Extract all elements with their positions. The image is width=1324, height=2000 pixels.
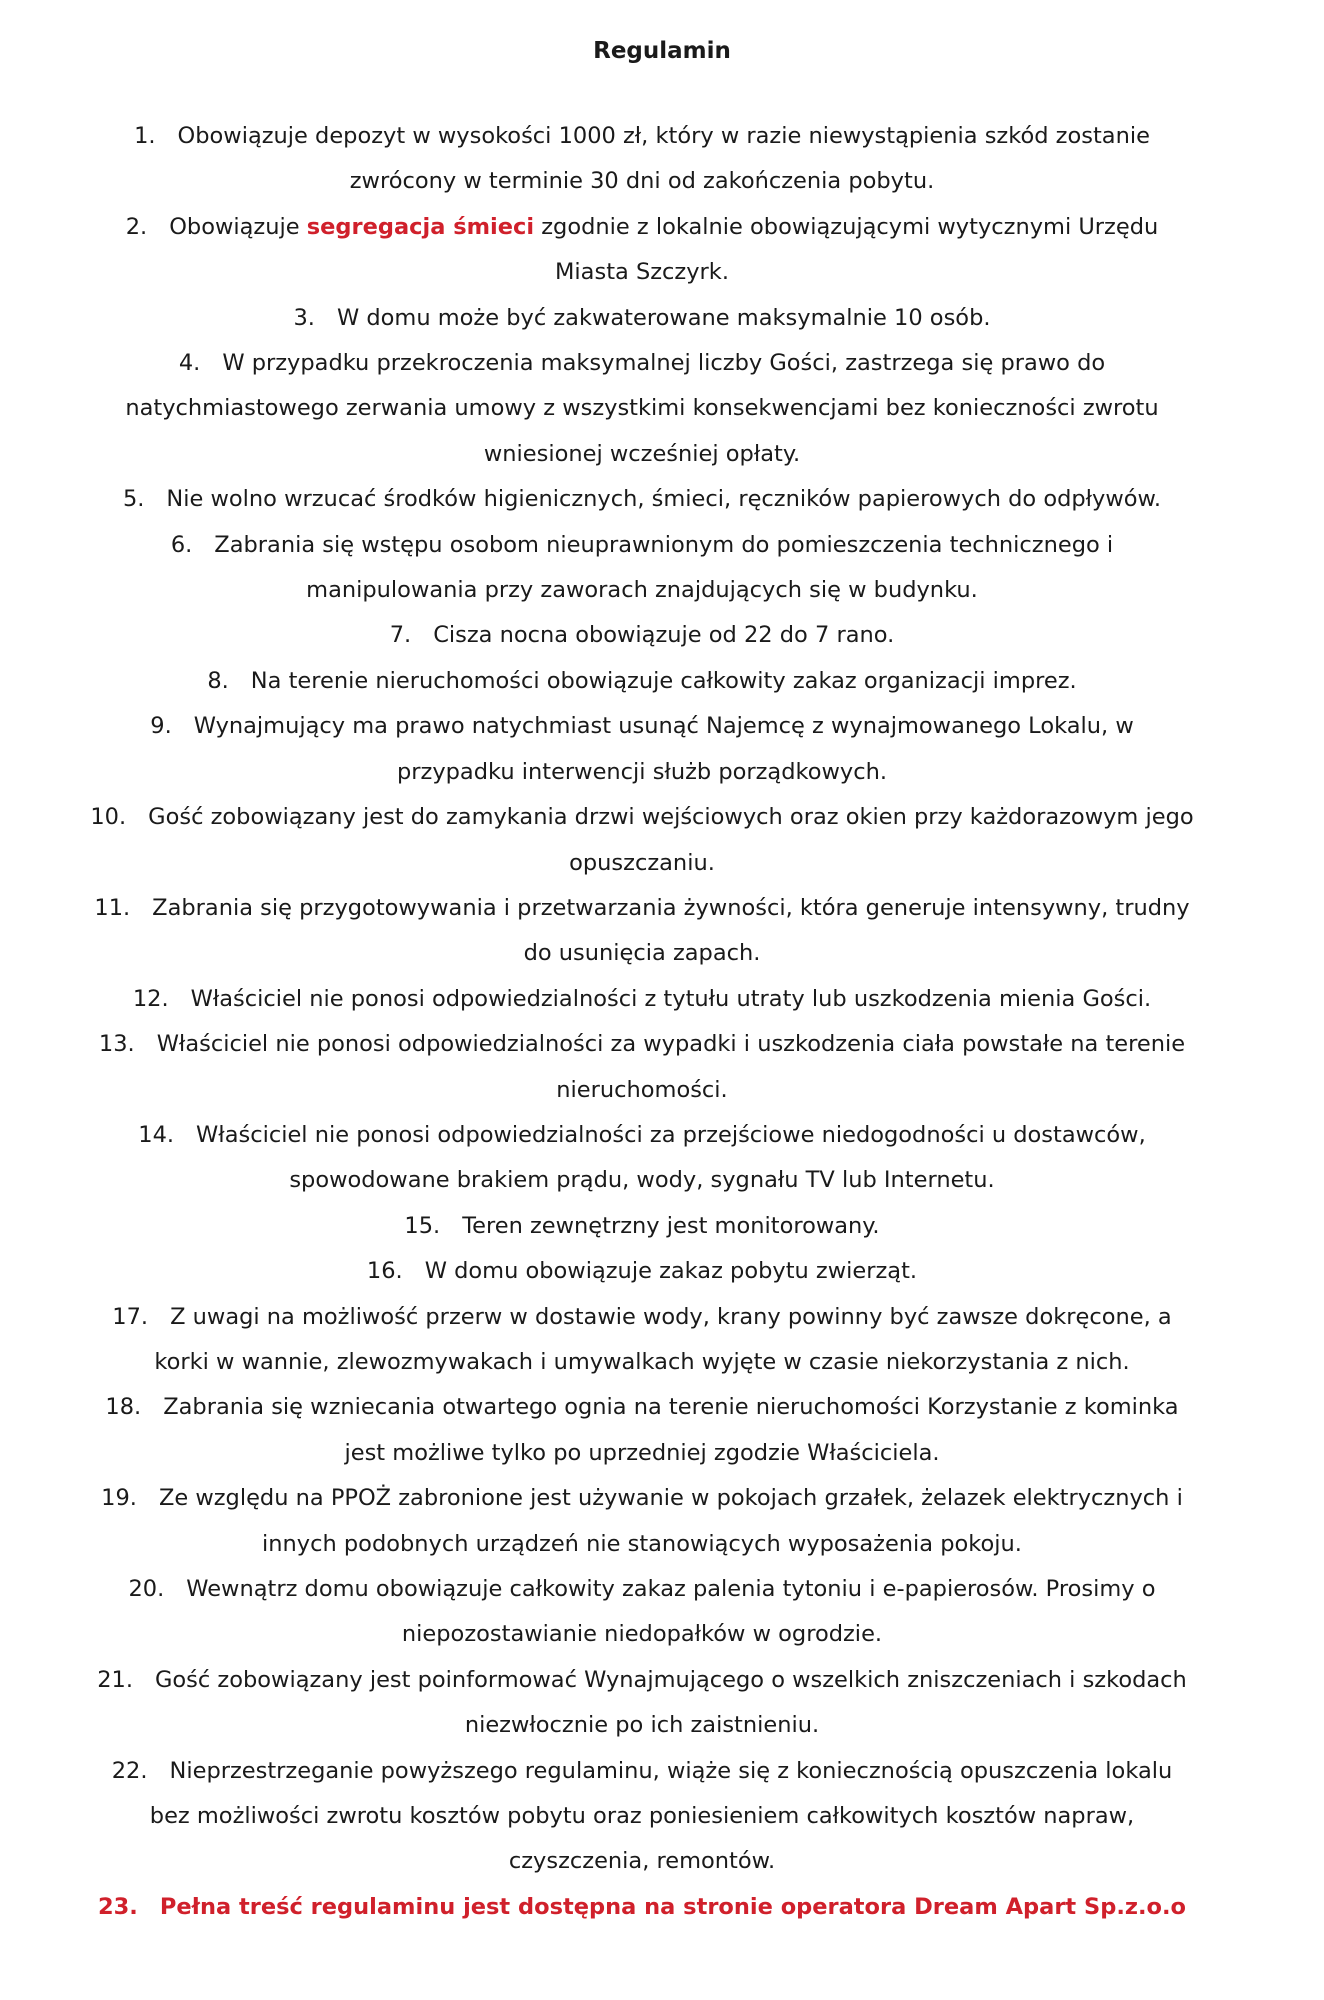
rule-text: Ze względu na PPOŻ zabronione jest używanie w pokojach grzałek, żelazek elektrycznych i innych podobnych urządzeń nie stanowiących wyposażenia pokoju. <box>158 1485 1183 1557</box>
rule-item <box>90 296 1194 341</box>
rule-text: Zabrania się wzniecania otwartego ognia na terenie nieruchomości Korzystanie z kominka jest możliwe tylko po uprzedniej zgodzie Właściciela. <box>163 1394 1179 1466</box>
rule-text: Pełna treść regulaminu jest dostępna na stronie operatora Dream Apart Sp.z.o.o <box>159 1893 1186 1920</box>
rule-text-before: Obowiązuje <box>169 213 307 240</box>
rule-text-after: zgodnie z lokalnie obowiązującymi wytycznymi Urzędu Miasta Szczyrk. <box>534 213 1159 286</box>
rule-text: Właściciel nie ponosi odpowiedzialności z tytułu utraty lub uszkodzenia mienia Gości. <box>190 985 1152 1012</box>
rule-text: Gość zobowiązany jest poinformować Wynajmującego o wszelkich zniszczeniach i szkodach niezwłocznie po ich zaistnieniu. <box>154 1666 1187 1739</box>
rule-number: 10. <box>90 804 127 831</box>
rule-item <box>90 795 1194 886</box>
rule-number: 11. <box>94 894 131 921</box>
rule-item <box>90 1658 1194 1749</box>
rule-item <box>90 477 1194 522</box>
rule-number: 18. <box>105 1394 142 1421</box>
rule-number: 21. <box>97 1666 133 1693</box>
rule-number: 9. <box>150 713 172 740</box>
rule-item <box>90 613 1194 658</box>
rule-item <box>90 205 1194 296</box>
rule-item <box>90 1249 1194 1294</box>
rule-text: Na terenie nieruchomości obowiązuje całkowity zakaz organizacji imprez. <box>250 667 1077 694</box>
rule-number: 15. <box>404 1212 441 1239</box>
rule-text: Właściciel nie ponosi odpowiedzialności za przejściowe niedogodności u dostawców, spowodowane brakiem prądu, wody, sygnału TV lub Internetu. <box>196 1121 1146 1194</box>
rule-number: 7. <box>389 622 412 649</box>
rule-number: 22. <box>111 1757 148 1784</box>
rule-item <box>90 977 1194 1022</box>
rule-item <box>90 1022 1194 1113</box>
rule-item <box>90 704 1194 795</box>
rule-text: Wynajmujący ma prawo natychmiast usunąć Najemcę z wynajmowanego Lokalu, w przypadku interwencji służb porządkowych. <box>193 713 1134 785</box>
rule-number: 1. <box>134 123 156 149</box>
rule-item <box>90 341 1194 477</box>
rule-item <box>90 523 1194 614</box>
rule-text: Z uwagi na możliwość przerw w dostawie wody, krany powinny być zawsze dokręcone, a korki w wannie, zlewozmywakach i umywalkach wyjęte w czasie niekorzystania z nich. <box>154 1303 1172 1375</box>
rule-text: Właściciel nie ponosi odpowiedzialności za wypadki i uszkodzenia ciała powstałe na terenie nieruchomości. <box>156 1031 1186 1103</box>
rule-item <box>90 114 1194 205</box>
rule-item <box>90 1476 1194 1567</box>
rule-text: Zabrania się przygotowywania i przetwarzania żywności, która generuje intensywny, trudny do usunięcia zapach. <box>152 894 1190 967</box>
rule-number: 19. <box>101 1485 137 1512</box>
rule-number: 2. <box>125 213 148 240</box>
rule-text: W przypadku przekroczenia maksymalnej liczby Gości, zastrzega się prawo do natychmiastowego zerwania umowy z wszystkimi konsekwencjami bez konieczności zwrotu wniesionej wcześniej opłaty. <box>125 350 1159 467</box>
rule-text: Nie wolno wrzucać środków higienicznych, śmieci, ręczników papierowych do odpływów. <box>166 486 1162 513</box>
rule-text: W domu może być zakwaterowane maksymalnie 10 osób. <box>336 304 991 331</box>
rule-number: 16. <box>366 1258 403 1285</box>
rule-text: Obowiązuje depozyt w wysokości 1000 zł, który w razie niewystąpienia szkód zostanie zwrócony w terminie 30 dni od zakończenia pobytu. <box>177 123 1150 195</box>
rule-item <box>90 886 1194 977</box>
rule-text: Nieprzestrzeganie powyższego regulaminu, wiąże się z koniecznością opuszczenia lokalu bez możliwości zwrotu kosztów pobytu oraz poniesieniem całkowitych kosztów napraw, czyszczenia, remontów. <box>149 1757 1173 1875</box>
rule-item <box>90 1567 1194 1658</box>
rule-number: 13. <box>98 1031 135 1058</box>
rule-number: 6. <box>170 531 193 558</box>
rule-number: 4. <box>178 350 201 377</box>
rule-text: Cisza nocna obowiązuje od 22 do 7 rano. <box>433 622 895 649</box>
rule-text: Zabrania się wstępu osobom nieuprawnionym do pomieszczenia technicznego i manipulowania przy zaworach znajdujących się w budynku. <box>214 531 1114 604</box>
rule-number: 20. <box>128 1576 165 1602</box>
rule-text: Gość zobowiązany jest do zamykania drzwi wejściowych oraz okien przy każdorazowym jego opuszczaniu. <box>148 804 1194 876</box>
rule-text: W domu obowiązuje zakaz pobytu zwierząt. <box>424 1258 918 1285</box>
rule-number: 8. <box>207 667 229 694</box>
rule-item <box>90 1385 1194 1476</box>
rule-item <box>90 1113 1194 1204</box>
rule-number: 17. <box>112 1303 149 1330</box>
rule-highlight: segregacja śmieci <box>306 213 535 240</box>
rule-number: 5. <box>122 486 145 513</box>
rule-item <box>90 1295 1194 1386</box>
rules-list <box>90 114 1194 1930</box>
rule-item <box>90 1204 1194 1249</box>
rule-text: Teren zewnętrzny jest monitorowany. <box>462 1212 880 1239</box>
rule-number: 3. <box>293 304 315 331</box>
rule-number: 23. <box>98 1893 138 1920</box>
rule-item <box>90 659 1194 704</box>
rule-text: Wewnątrz domu obowiązuje całkowity zakaz palenia tytoniu i e-papierosów. Prosimy o niepozostawianie niedopałków w ogrodzie. <box>186 1576 1156 1648</box>
page-title: Regulamin <box>593 38 731 64</box>
rule-item-final <box>90 1885 1194 1930</box>
rule-number: 12. <box>132 985 169 1012</box>
rule-item <box>90 1749 1194 1885</box>
rule-number: 14. <box>138 1121 175 1148</box>
